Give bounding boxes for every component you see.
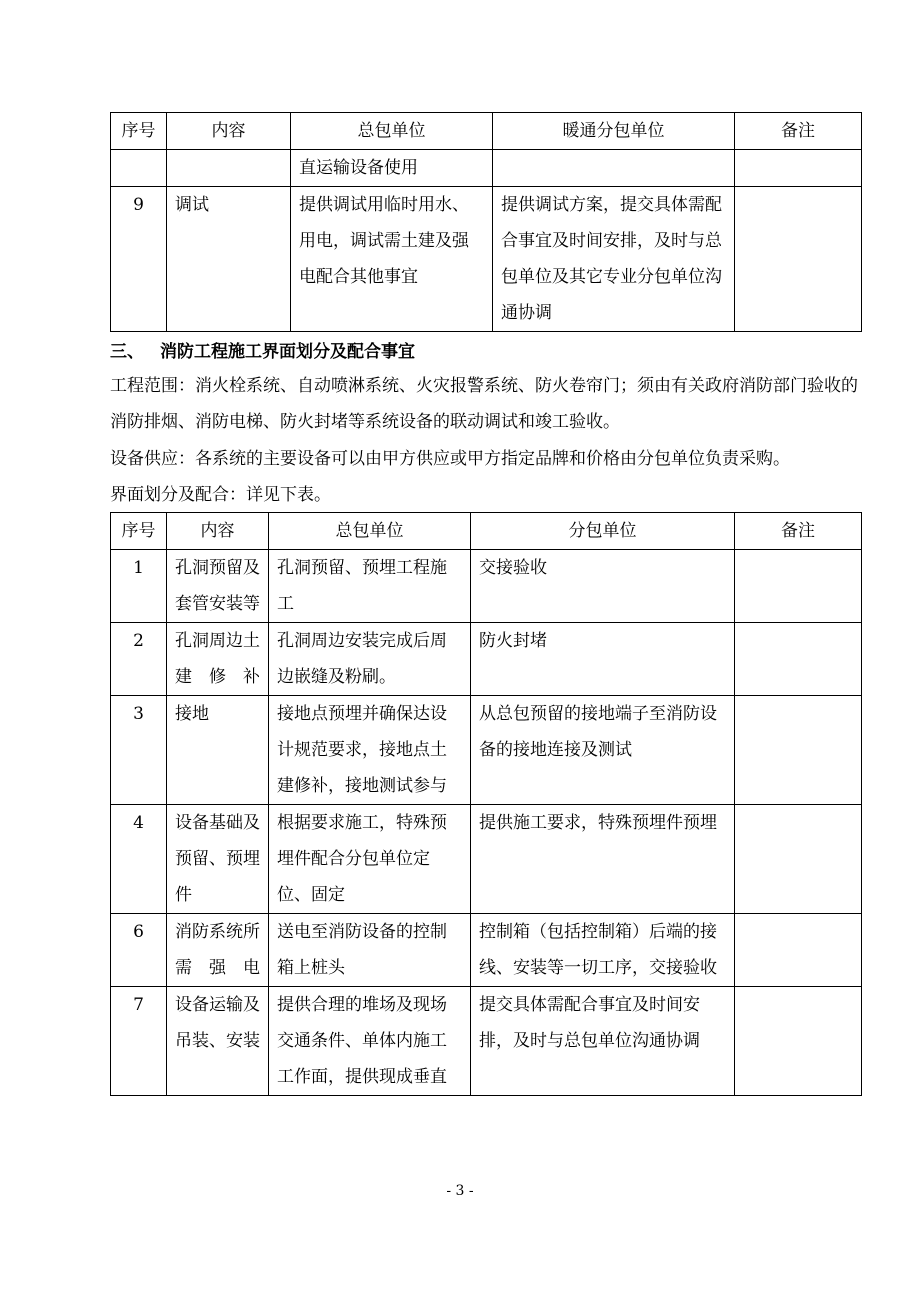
row-sub: 防火封堵 [471, 623, 735, 696]
row-note [735, 987, 862, 1096]
row-no: 9 [111, 187, 167, 332]
table-row [111, 550, 862, 623]
row-general: 提供调试用临时用水、用电，调试需土建及强电配合其他事宜 [291, 187, 493, 332]
table-row [111, 187, 862, 332]
row-general: 接地点预埋并确保达设计规范要求，接地点土建修补，接地测试参与 [269, 696, 471, 805]
row-general: 提供合理的堆场及现场交通条件、单体内施工工作面，提供现成垂直 [269, 987, 471, 1096]
header-sub: 暖通分包单位 [493, 113, 735, 150]
header-note: 备注 [735, 113, 862, 150]
row-note [735, 187, 862, 332]
row-content: 设备运输及吊装、安装 [167, 987, 269, 1096]
table-row [111, 696, 862, 805]
row-general: 孔洞预留、预埋工程施工 [269, 550, 471, 623]
row-content: 设备基础及预留、预埋件 [167, 805, 269, 914]
header-note: 备注 [735, 513, 862, 550]
header-sub: 分包单位 [471, 513, 735, 550]
row-content [167, 150, 291, 187]
header-no: 序号 [111, 113, 167, 150]
row-sub: 从总包预留的接地端子至消防设备的接地连接及测试 [471, 696, 735, 805]
row-no: 2 [111, 623, 167, 696]
header-general: 总包单位 [269, 513, 471, 550]
row-sub: 提交具体需配合事宜及时间安排，及时与总包单位沟通协调 [471, 987, 735, 1096]
section-number: 三、 [110, 342, 144, 362]
interface-paragraph: 界面划分及配合：详见下表。 [110, 485, 331, 505]
row-content: 消防系统所需强电 [167, 914, 269, 987]
row-note [735, 623, 862, 696]
row-general: 送电至消防设备的控制箱上桩头 [269, 914, 471, 987]
row-note [735, 696, 862, 805]
section-title: 消防工程施工界面划分及配合事宜 [160, 342, 415, 362]
header-no: 序号 [111, 513, 167, 550]
page-number: - 3 - [446, 1183, 474, 1199]
row-no: 1 [111, 550, 167, 623]
row-sub: 提供施工要求，特殊预埋件预埋 [471, 805, 735, 914]
table-row [111, 623, 862, 696]
row-note [735, 550, 862, 623]
row-note [735, 805, 862, 914]
row-content: 调试 [167, 187, 291, 332]
table-row [111, 914, 862, 987]
row-general: 根据要求施工，特殊预埋件配合分包单位定位、固定 [269, 805, 471, 914]
row-note [735, 150, 862, 187]
header-content: 内容 [167, 113, 291, 150]
table-row [111, 150, 862, 187]
table-row [111, 987, 862, 1096]
table-header-row [111, 513, 862, 550]
row-no: 3 [111, 696, 167, 805]
section-heading [110, 337, 415, 367]
row-note [735, 914, 862, 987]
table-hvac-interface [110, 112, 862, 332]
row-no: 7 [111, 987, 167, 1096]
row-no: 6 [111, 914, 167, 987]
row-sub: 控制箱（包括控制箱）后端的接线、安装等一切工序，交接验收 [471, 914, 735, 987]
table-header-row [111, 113, 862, 150]
row-content: 接地 [167, 696, 269, 805]
row-sub [493, 150, 735, 187]
row-content: 孔洞预留及套管安装等 [167, 550, 269, 623]
row-no [111, 150, 167, 187]
row-content: 孔洞周边土建修补 [167, 623, 269, 696]
scope-paragraph: 工程范围：消火栓系统、自动喷淋系统、火灾报警系统、防火卷帘门；须由有关政府消防部门验收的消防排烟、消防电梯、防火封堵等系统设备的联动调试和竣工验收。 [110, 376, 858, 432]
row-general: 孔洞周边安装完成后周边嵌缝及粉刷。 [269, 623, 471, 696]
row-no: 4 [111, 805, 167, 914]
table-fire-interface [110, 512, 862, 1096]
row-sub: 交接验收 [471, 550, 735, 623]
row-sub: 提供调试方案，提交具体需配合事宜及时间安排，及时与总包单位及其它专业分包单位沟通协调 [493, 187, 735, 332]
header-content: 内容 [167, 513, 269, 550]
row-general: 直运输设备使用 [291, 150, 493, 187]
header-general: 总包单位 [291, 113, 493, 150]
table-row [111, 805, 862, 914]
supply-paragraph: 设备供应：各系统的主要设备可以由甲方供应或甲方指定品牌和价格由分包单位负责采购。 [110, 449, 790, 469]
